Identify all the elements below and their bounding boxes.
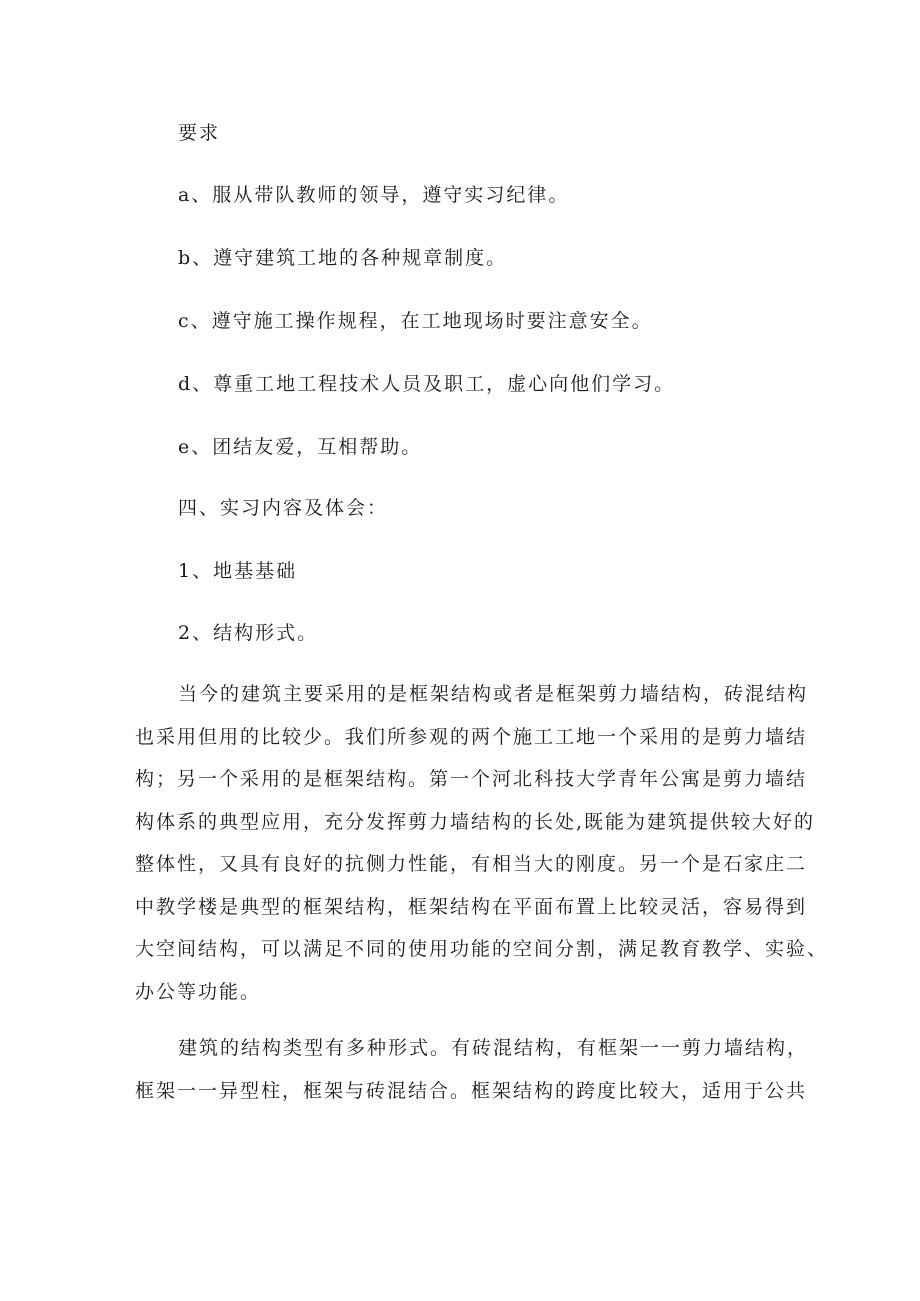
- paragraph-line: 构体系的典型应用，充分发挥剪力墙结构的长处,既能为建筑提供较大好的: [135, 810, 816, 833]
- paragraph-line: 大空间结构，可以满足不同的使用功能的空间分割，满足教育教学、实验、: [135, 938, 829, 960]
- requirement-item-b: b、遵守建筑工地的各种规章制度。: [178, 247, 508, 269]
- paragraph-line: 框架一一异型柱，框架与砖混结合。框架结构的跨度比较大，适用于公共: [135, 1079, 808, 1102]
- paragraph-line: 中教学楼是典型的框架结构，框架结构在平面布置上比较灵活，容易得到: [135, 895, 808, 918]
- paragraph-line: 整体性，又具有良好的抗侧力性能，有相当大的刚度。另一个是石家庄二: [135, 853, 808, 875]
- subsection-structure: 2、结构形式。: [178, 622, 319, 644]
- paragraph-line: 也采用但用的比较少。我们所参观的两个施工工地一个采用的是剪力墙结: [135, 725, 808, 748]
- body-paragraph-2: [135, 1027, 809, 1112]
- section-heading: 四、实习内容及体会：: [178, 497, 389, 519]
- requirements-heading: 要求: [178, 122, 221, 144]
- paragraph-line: 办公等功能。: [135, 980, 262, 1003]
- requirement-item-c: c、遵守施工操作规程，在工地现场时要注意安全。: [178, 310, 653, 332]
- subsection-foundation: 1、地基基础: [178, 560, 298, 582]
- paragraph-line: 构；另一个采用的是框架结构。第一个河北科技大学青年公寓是剪力墙结: [135, 768, 808, 790]
- body-paragraph-1: [135, 673, 829, 1013]
- requirement-item-d: d、尊重工地工程技术人员及职工，虚心向他们学习。: [178, 373, 676, 395]
- paragraph-line: 建筑的结构类型有多种形式。有砖混结构，有框架一一剪力墙结构，: [178, 1037, 809, 1059]
- requirement-item-a: a、服从带队教师的领导，遵守实习纪律。: [178, 184, 570, 206]
- requirement-item-e: e、团结友爱，互相帮助。: [178, 436, 423, 458]
- paragraph-line: 当今的建筑主要采用的是框架结构或者是框架剪力墙结构，砖混结构: [178, 683, 809, 705]
